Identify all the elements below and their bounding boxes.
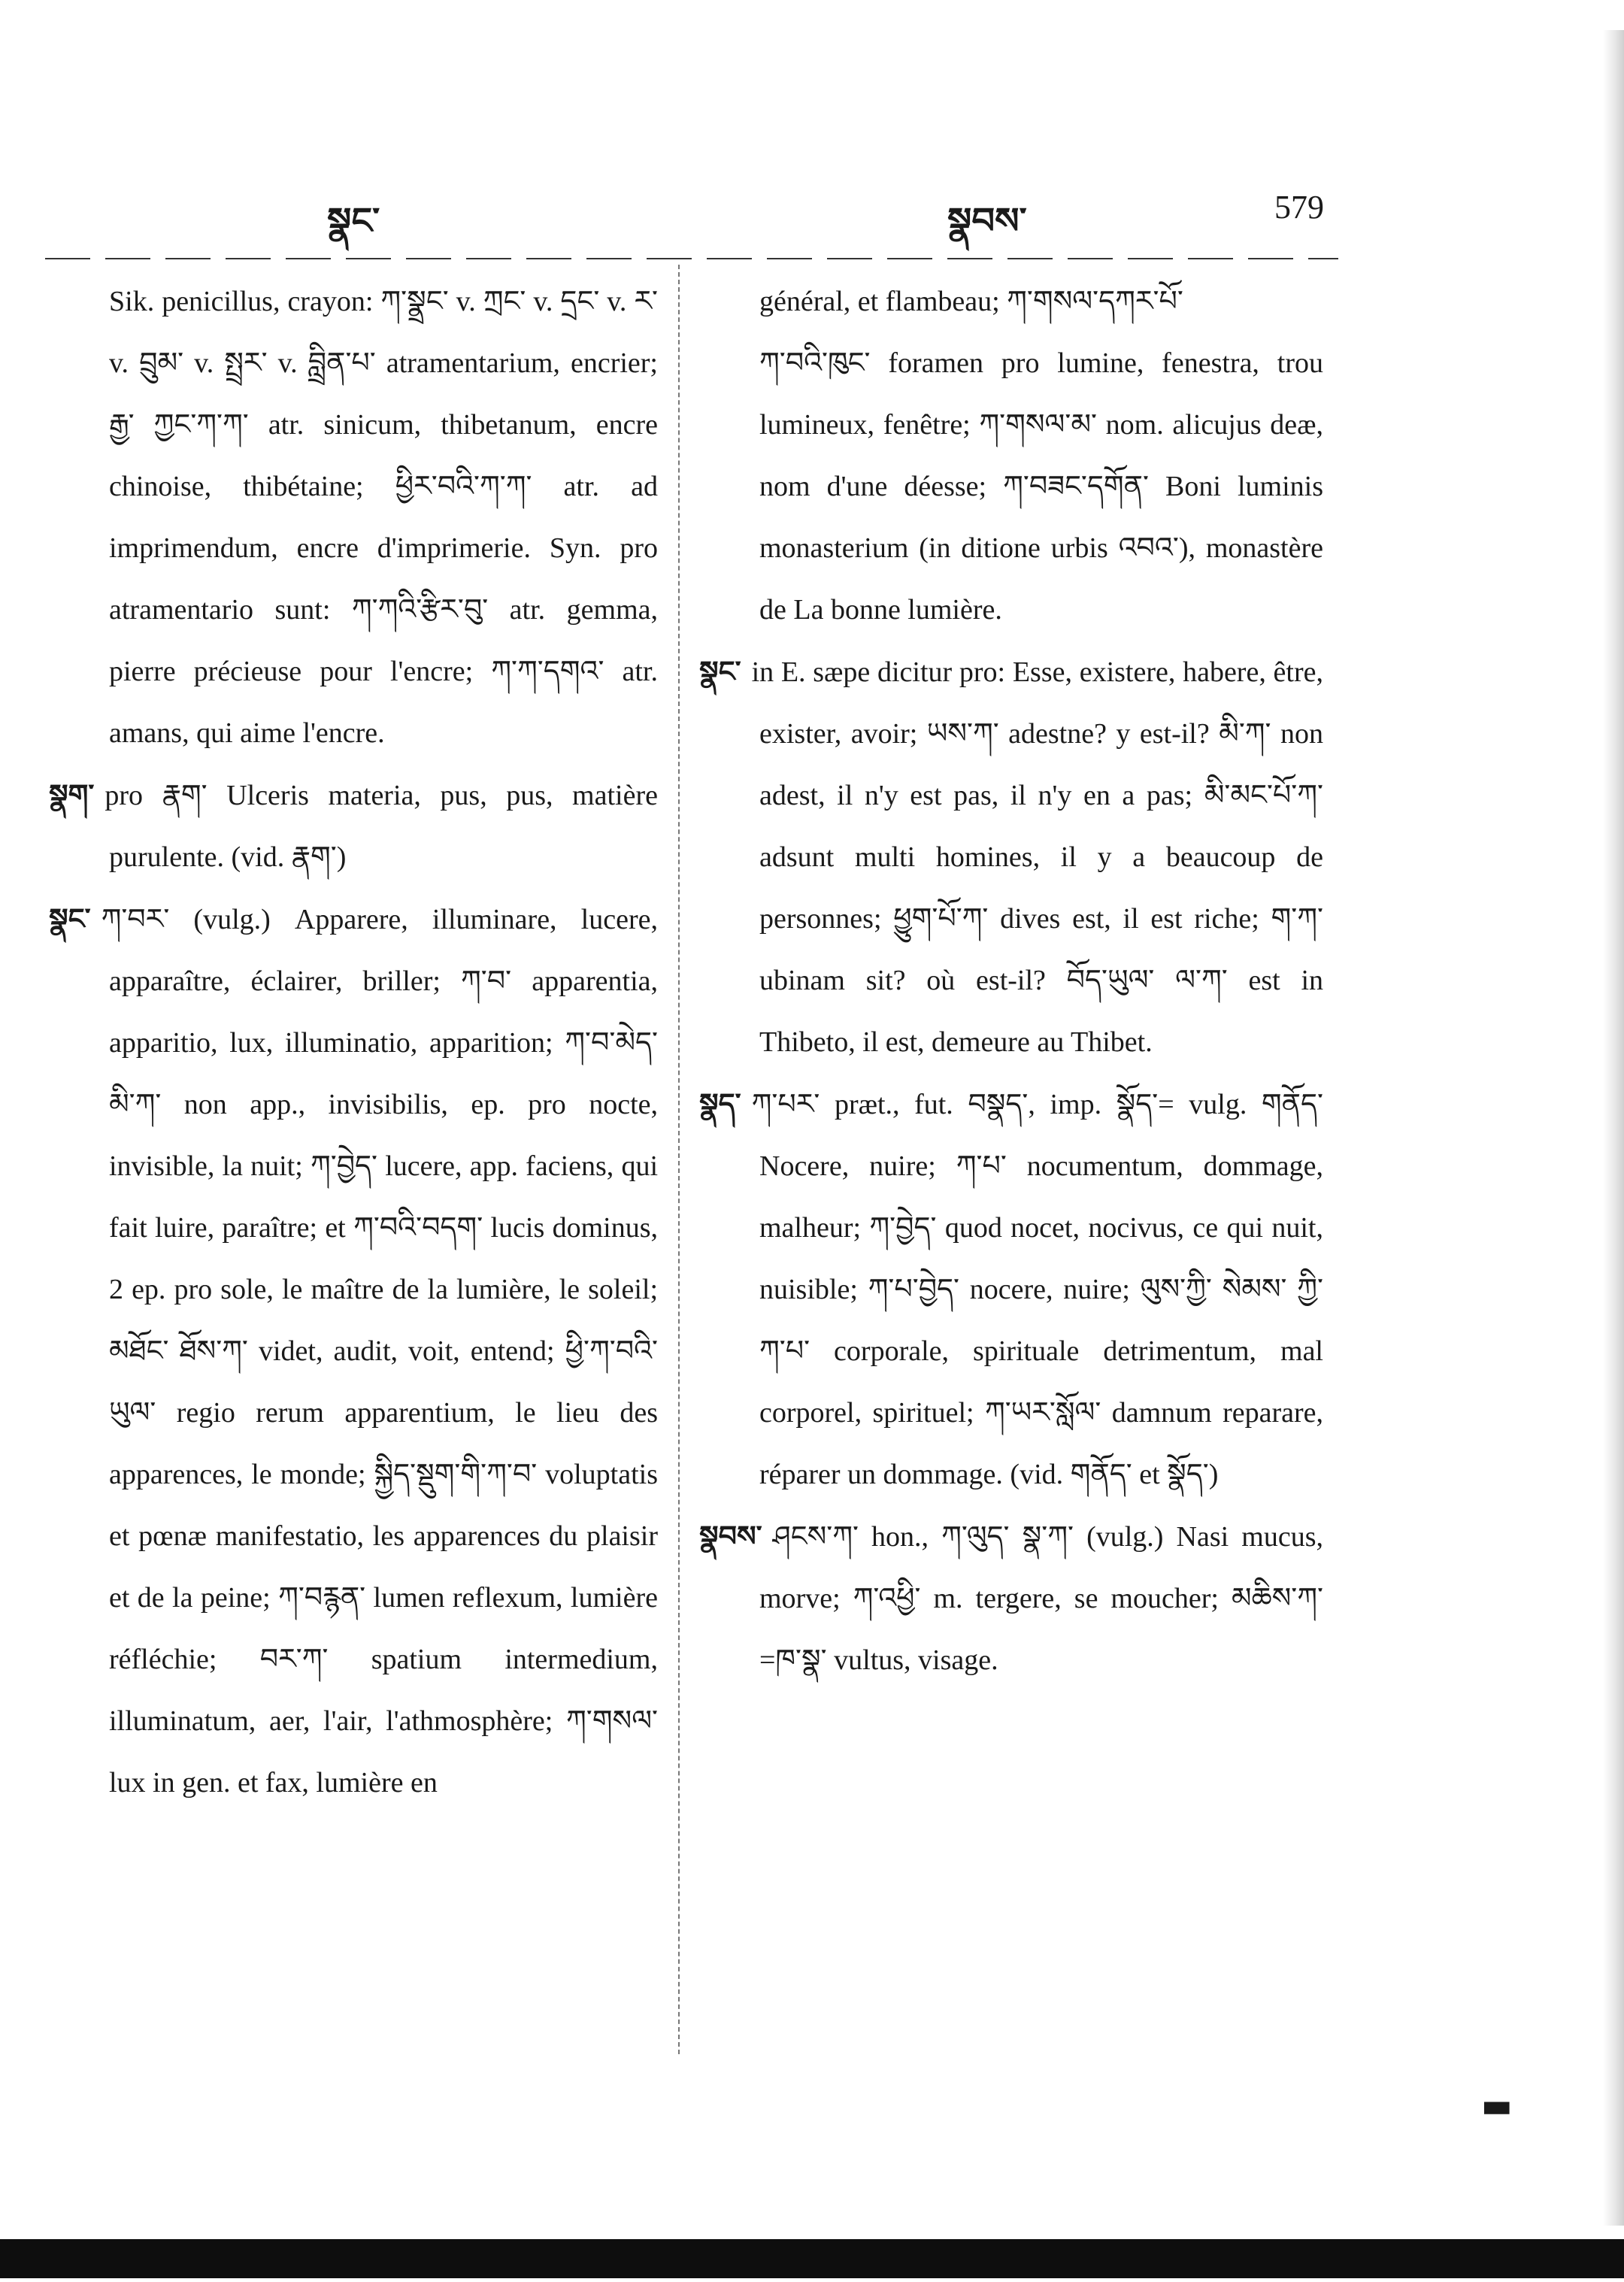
entry-text: général, et flambeau; ཀ་གསལ་དཀར་པོ་ (759, 286, 1183, 317)
entry-text: ཤངས་ཀ་ hon., ཀ་ལུད་ སྣ་ཀ་ (vulg.) Nasi mucus, morve; ཀ་འཕྱི་ m. tergere, se moucher; མཆིས་ཀ་=ཁ་སྣ་ vultus, visage. (759, 1521, 1323, 1676)
entry-headword: སྣད་ (699, 1087, 741, 1120)
header-rule (45, 258, 1338, 259)
page-edge-shadow (1603, 30, 1624, 2226)
entry-text: pro རྣག་ Ulceris materia, pus, pus, matière purulente. (vid. རྣག་) (105, 780, 658, 873)
entry-text: ཀ་བའི་ཁུང་ foramen pro lumine, fenestra, trou lumineux, fenêtre; ཀ་གསལ་མ་ nom. alicujus deæ, nom d'une déesse; ཀ་བཟང་དགོན་ Boni luminis monasterium (in ditione urbis འབའ་), monastère de La bonne lumière. (759, 347, 1323, 626)
entry-snabs (699, 1505, 1323, 1691)
entry-snang-esse (699, 641, 1323, 1073)
running-head-left: སྣང་ (327, 200, 380, 242)
entry-headword: སྣག་ (49, 778, 95, 811)
scan-bottom-border (0, 2239, 1624, 2278)
left-column (49, 271, 658, 1814)
entry-text: ཀ་བར་ (vulg.) Apparere, illuminare, lucere, apparaître, éclairer, briller; ཀ་བ་ apparentia, apparitio, lux, illuminatio, apparition; ཀ་བ་མེད་ མི་ཀ་ non app., invisibilis, ep. pro nocte, invisible, la nuit; ཀ་བྱེད་ lucere, app. faciens, qui fait luire, paraître; et ཀ་བའི་བདག་ lucis dominus, 2 ep. pro sole, le maître de la lumière, le soleil; མཐོང་ ཐོས་ཀ་ videt, audit, voit, entend; ཕྱི་ཀ་བའི་ཡུལ་ regio rerum apparentium, le lieu des apparences, le monde; སྐྱིད་སྡུག་གི་ཀ་བ་ voluptatis et pœnæ manifestatio, les apparences du plaisir et de la peine; ཀ་བརྙན་ lumen reflexum, lumière réfléchie; བར་ཀ་ spatium intermedium, illuminatum, aer, l'air, l'athmosphère; ཀ་གསལ་ lux in gen. et fax, lumière en (101, 904, 658, 1799)
catchword-mark: ▬ (1481, 2087, 1513, 2125)
entry-headword: སྣང་ (49, 902, 91, 935)
entry-snad (699, 1073, 1323, 1505)
entry-snang-bai-khung (759, 332, 1323, 641)
entry-continuation (109, 271, 658, 764)
page-number: 579 (1274, 189, 1324, 226)
entry-text: ཀ་པར་ præt., fut. བསྣད་, imp. སྣོད་= vulg. གནོད་ Nocere, nuire; ཀ་པ་ nocumentum, dommage, malheur; ཀ་བྱེད་ quod nocet, nocivus, ce qui nuit, nuisible; ཀ་པ་བྱེད་ nocere, nuire; ལུས་ཀྱི་ སེམས་ ཀྱི་ཀ་པ་ corporale, spirituale detrimentum, mal corporel, spirituel; ཀ་ཡར་སློལ་ damnum reparare, réparer un dommage. (vid. གནོད་ et སྣོད་) (751, 1089, 1323, 1490)
entry-text: in E. sæpe dicitur pro: Esse, existere, habere, être, exister, avoir; ཡས་ཀ་ adestne? y est-il? མི་ཀ་ non adest, il n'y est pas, il n'y en a pas; མི་མང་པོ་ཀ་ adsunt multi homines, il y a beaucoup de personnes; ཕྱུག་པོ་ཀ་ dives est, il est riche; ག་ཀ་ ubinam sit? où est-il? བོད་ཡུལ་ ལ་ཀ་ est in Thibeto, il est, demeure au Thibet. (751, 656, 1323, 1058)
entry-headword: སྣང་ (699, 655, 741, 688)
entry-continuation (759, 271, 1323, 332)
entry-snang (49, 888, 658, 1814)
column-divider (678, 265, 680, 2054)
running-head-center: སྣབས་ (947, 200, 1027, 242)
entry-headword: སྣབས་ (699, 1520, 762, 1553)
right-column (699, 271, 1323, 1691)
entry-text: Sik. penicillus, crayon: ཀ་སྣྲང་ v. ཀྲང་ v. དྲང་ v. ར་ v. བྲུམ་ v. སྤྲར་ v. བླྲིན་པ་ atramentarium, encrier; རྒྱ་ ཀྱང་ཀ་ཀ་ atr. sinicum, thibetanum, encre chinoise, thibétaine; ཕྱིར་བའི་ཀ་ཀ་ atr. ad imprimendum, encre d'imprimerie. Syn. pro atramentario sunt: ཀ་ཀའི་རྩིར་བུ་ atr. gemma, pierre précieuse pour l'encre; ཀ་ཀ་དགའ་ atr. amans, qui aime l'encre. (109, 286, 658, 749)
entry-snag (49, 764, 658, 888)
